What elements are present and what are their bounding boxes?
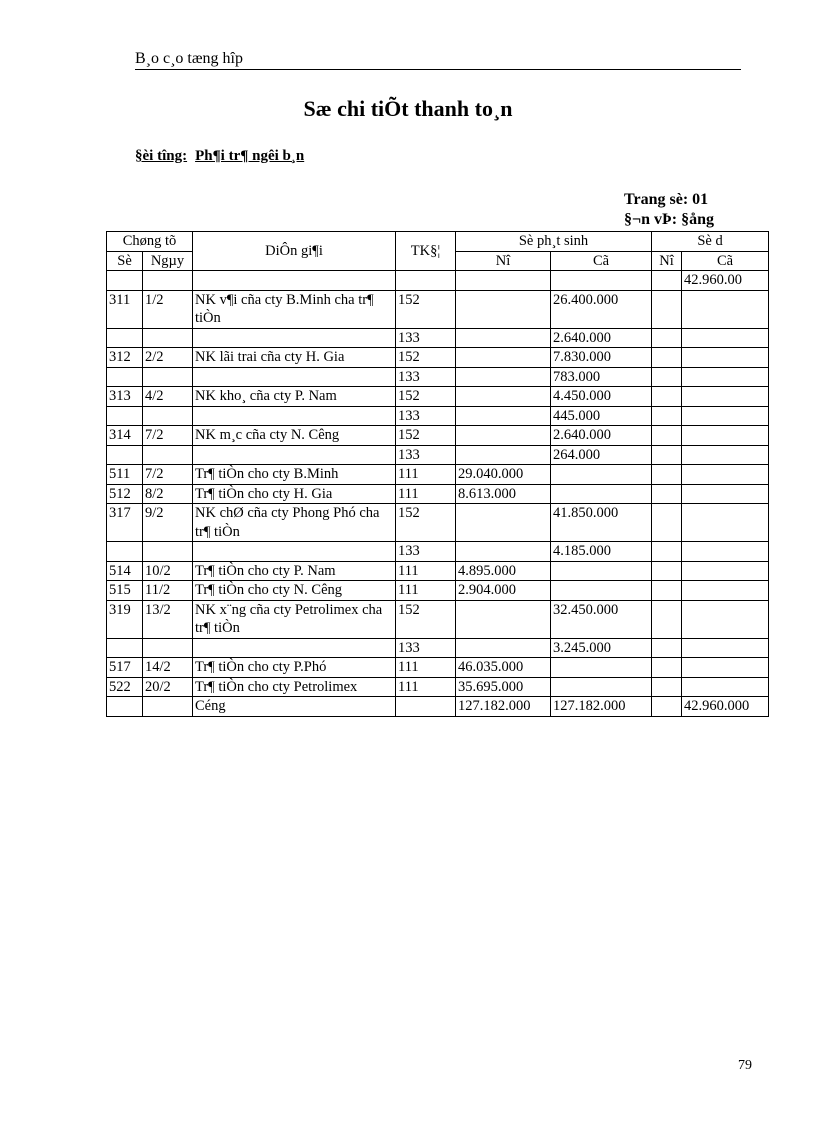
- voucher-date-cell: 11/2: [143, 581, 193, 601]
- account-cell: 133: [396, 406, 456, 426]
- description-cell: NK lãi trai cña cty H. Gia: [193, 348, 396, 368]
- total-account: [396, 697, 456, 717]
- table-row: [107, 542, 769, 562]
- voucher-date-cell: 7/2: [143, 465, 193, 485]
- report-header: B¸o c¸o tæng hîp: [135, 50, 741, 70]
- voucher-date-cell: 1/2: [143, 290, 193, 328]
- description-cell: [193, 367, 396, 387]
- voucher-number-cell: [107, 328, 143, 348]
- voucher-date-cell: [143, 328, 193, 348]
- table-row: [107, 445, 769, 465]
- voucher-number-cell: 314: [107, 426, 143, 446]
- credit-cell: 41.850.000: [551, 504, 652, 542]
- balance-credit-cell: 42.960.00: [682, 271, 769, 291]
- balance-debit-cell: [652, 445, 682, 465]
- voucher-date-cell: 9/2: [143, 504, 193, 542]
- balance-credit-cell: [682, 445, 769, 465]
- voucher-date-cell: 7/2: [143, 426, 193, 446]
- debit-header: Nî: [456, 251, 551, 271]
- balance-credit-cell: [682, 581, 769, 601]
- table-row: [107, 406, 769, 426]
- total-debit: 127.182.000: [456, 697, 551, 717]
- credit-cell: [551, 658, 652, 678]
- credit-cell: [551, 677, 652, 697]
- credit-cell: 26.400.000: [551, 290, 652, 328]
- balance-debit-cell: [652, 328, 682, 348]
- voucher-number-cell: [107, 367, 143, 387]
- description-cell: [193, 638, 396, 658]
- account-cell: 133: [396, 638, 456, 658]
- credit-cell: [551, 484, 652, 504]
- credit-cell: 3.245.000: [551, 638, 652, 658]
- total-credit: 127.182.000: [551, 697, 652, 717]
- balance-debit-cell: [652, 406, 682, 426]
- balance-debit-cell: [652, 290, 682, 328]
- page-label: Trang sè: 01: [624, 191, 709, 208]
- account-cell: 152: [396, 387, 456, 407]
- total-balance-debit: [652, 697, 682, 717]
- debit-cell: [456, 426, 551, 446]
- table-row: [107, 561, 769, 581]
- description-cell: Tr¶ tiÒn cho cty P. Nam: [193, 561, 396, 581]
- balance-credit-cell: [682, 465, 769, 485]
- account-label: §èi tîng:: [135, 148, 188, 164]
- description-cell: Tr¶ tiÒn cho cty N. Cêng: [193, 581, 396, 601]
- balance-credit-header: Cã: [682, 251, 769, 271]
- credit-cell: 2.640.000: [551, 328, 652, 348]
- balance-debit-cell: [652, 387, 682, 407]
- balance-debit-cell: [652, 658, 682, 678]
- table-row: [107, 658, 769, 678]
- voucher-number-cell: 511: [107, 465, 143, 485]
- voucher-number-cell: [107, 406, 143, 426]
- total-label: Céng: [193, 697, 396, 717]
- table-row: [107, 600, 769, 638]
- voucher-date-cell: 2/2: [143, 348, 193, 368]
- description-cell: NK chØ cña cty Phong Phó cha tr¶ tiÒn: [193, 504, 396, 542]
- description-cell: Tr¶ tiÒn cho cty P.Phó: [193, 658, 396, 678]
- debit-cell: [456, 387, 551, 407]
- voucher-number-cell: 311: [107, 290, 143, 328]
- table-row: [107, 484, 769, 504]
- total-row: [107, 697, 769, 717]
- description-cell: Tr¶ tiÒn cho cty H. Gia: [193, 484, 396, 504]
- debit-cell: [456, 348, 551, 368]
- balance-credit-cell: [682, 638, 769, 658]
- debit-cell: [456, 328, 551, 348]
- balance-credit-cell: [682, 426, 769, 446]
- balance-debit-cell: [652, 581, 682, 601]
- voucher-number-cell: 319: [107, 600, 143, 638]
- voucher-number-cell: 514: [107, 561, 143, 581]
- balance-debit-cell: [652, 561, 682, 581]
- voucher-date-cell: 8/2: [143, 484, 193, 504]
- voucher-date-cell: [143, 638, 193, 658]
- balance-debit-cell: [652, 367, 682, 387]
- debit-cell: [456, 445, 551, 465]
- account-cell: 133: [396, 542, 456, 562]
- debit-cell: 8.613.000: [456, 484, 551, 504]
- voucher-number-cell: 512: [107, 484, 143, 504]
- credit-cell: 264.000: [551, 445, 652, 465]
- arising-header: Sè ph¸t sinh: [456, 232, 652, 252]
- voucher-number-cell: 317: [107, 504, 143, 542]
- credit-cell: 445.000: [551, 406, 652, 426]
- account-value: Ph¶i tr¶ ngêi b¸n: [195, 148, 305, 164]
- debit-cell: [456, 271, 551, 291]
- account-cell: 152: [396, 348, 456, 368]
- description-cell: Tr¶ tiÒn cho cty B.Minh: [193, 465, 396, 485]
- balance-credit-cell: [682, 561, 769, 581]
- balance-debit-cell: [652, 504, 682, 542]
- voucher-date-cell: 13/2: [143, 600, 193, 638]
- voucher-number-cell: [107, 445, 143, 465]
- balance-credit-cell: [682, 677, 769, 697]
- debit-cell: [456, 406, 551, 426]
- table-row: [107, 348, 769, 368]
- balance-credit-cell: [682, 367, 769, 387]
- account-cell: 133: [396, 328, 456, 348]
- account-cell: 111: [396, 658, 456, 678]
- description-cell: NK m¸c cña cty N. Cêng: [193, 426, 396, 446]
- page-title: Sæ chi tiÕt thanh to¸n: [303, 96, 513, 121]
- debit-cell: 2.904.000: [456, 581, 551, 601]
- description-cell: [193, 406, 396, 426]
- balance-credit-cell: [682, 328, 769, 348]
- ledger-table: [106, 231, 769, 717]
- debit-cell: [456, 504, 551, 542]
- balance-credit-cell: [682, 348, 769, 368]
- voucher-date-cell: [143, 406, 193, 426]
- balance-debit-cell: [652, 271, 682, 291]
- voucher-number-cell: [107, 542, 143, 562]
- balance-credit-cell: [682, 387, 769, 407]
- account-cell: 133: [396, 445, 456, 465]
- balance-credit-cell: [682, 504, 769, 542]
- table-row: [107, 271, 769, 291]
- table-row: [107, 426, 769, 446]
- balance-credit-cell: [682, 406, 769, 426]
- page-info: [624, 190, 714, 230]
- total-date: [143, 697, 193, 717]
- voucher-date-cell: 10/2: [143, 561, 193, 581]
- ledger-body: [107, 271, 769, 697]
- description-cell: Tr¶ tiÒn cho cty Petrolimex: [193, 677, 396, 697]
- voucher-date-cell: [143, 445, 193, 465]
- voucher-header: Chøng tõ: [107, 232, 193, 252]
- account-cell: 111: [396, 465, 456, 485]
- credit-cell: 7.830.000: [551, 348, 652, 368]
- credit-cell: [551, 581, 652, 601]
- balance-credit-cell: [682, 484, 769, 504]
- balance-debit-cell: [652, 426, 682, 446]
- voucher-date-cell: [143, 367, 193, 387]
- account-cell: 133: [396, 367, 456, 387]
- page-number: 79: [738, 1058, 752, 1073]
- currency-label: §¬n vÞ: §ång: [624, 211, 715, 228]
- table-row: [107, 504, 769, 542]
- description-cell: [193, 445, 396, 465]
- table-row: [107, 290, 769, 328]
- voucher-number-cell: 312: [107, 348, 143, 368]
- balance-debit-cell: [652, 677, 682, 697]
- balance-credit-cell: [682, 658, 769, 678]
- debit-cell: 35.695.000: [456, 677, 551, 697]
- debit-cell: [456, 290, 551, 328]
- voucher-date-cell: [143, 542, 193, 562]
- balance-debit-cell: [652, 484, 682, 504]
- table-row: [107, 465, 769, 485]
- voucher-number-cell: [107, 638, 143, 658]
- account-cell: 152: [396, 426, 456, 446]
- description-header: DiÔn gi¶i: [193, 232, 396, 271]
- debit-cell: [456, 542, 551, 562]
- credit-cell: 32.450.000: [551, 600, 652, 638]
- balance-header: Sè d: [652, 232, 769, 252]
- voucher-date-cell: [143, 271, 193, 291]
- description-cell: NK kho¸ cña cty P. Nam: [193, 387, 396, 407]
- balance-debit-cell: [652, 465, 682, 485]
- voucher-number-cell: 517: [107, 658, 143, 678]
- total-number: [107, 697, 143, 717]
- table-row: [107, 367, 769, 387]
- credit-cell: 2.640.000: [551, 426, 652, 446]
- credit-cell: [551, 271, 652, 291]
- debit-cell: [456, 638, 551, 658]
- balance-debit-cell: [652, 542, 682, 562]
- table-row: [107, 581, 769, 601]
- table-row: [107, 387, 769, 407]
- credit-cell: 783.000: [551, 367, 652, 387]
- account-cell: 111: [396, 677, 456, 697]
- balance-debit-cell: [652, 348, 682, 368]
- account-header: TK§¦: [396, 232, 456, 271]
- voucher-number-cell: 522: [107, 677, 143, 697]
- table-row: [107, 328, 769, 348]
- voucher-number-cell: 313: [107, 387, 143, 407]
- description-cell: NK x¨ng cña cty Petrolimex cha tr¶ tiÒn: [193, 600, 396, 638]
- description-cell: NK v¶i cña cty B.Minh cha tr¶ tiÒn: [193, 290, 396, 328]
- debit-cell: 29.040.000: [456, 465, 551, 485]
- balance-debit-header: Nî: [652, 251, 682, 271]
- credit-cell: 4.185.000: [551, 542, 652, 562]
- balance-credit-cell: [682, 542, 769, 562]
- number-header: Sè: [107, 251, 143, 271]
- balance-debit-cell: [652, 600, 682, 638]
- description-cell: [193, 542, 396, 562]
- account-cell: 111: [396, 581, 456, 601]
- voucher-date-cell: 20/2: [143, 677, 193, 697]
- credit-cell: [551, 465, 652, 485]
- account-cell: 152: [396, 600, 456, 638]
- voucher-date-cell: 14/2: [143, 658, 193, 678]
- credit-header: Cã: [551, 251, 652, 271]
- debit-cell: [456, 600, 551, 638]
- balance-debit-cell: [652, 638, 682, 658]
- account-cell: 111: [396, 484, 456, 504]
- description-cell: [193, 328, 396, 348]
- date-header: Ngµy: [143, 251, 193, 271]
- header-row-1: [107, 232, 769, 252]
- account-cell: 152: [396, 504, 456, 542]
- voucher-number-cell: [107, 271, 143, 291]
- table-row: [107, 638, 769, 658]
- debit-cell: 46.035.000: [456, 658, 551, 678]
- voucher-number-cell: 515: [107, 581, 143, 601]
- credit-cell: [551, 561, 652, 581]
- voucher-date-cell: 4/2: [143, 387, 193, 407]
- debit-cell: [456, 367, 551, 387]
- account-cell: 111: [396, 561, 456, 581]
- total-balance-credit: 42.960.000: [682, 697, 769, 717]
- account-cell: 152: [396, 290, 456, 328]
- account-cell: [396, 271, 456, 291]
- account-line: [135, 148, 304, 165]
- balance-credit-cell: [682, 600, 769, 638]
- description-cell: [193, 271, 396, 291]
- credit-cell: 4.450.000: [551, 387, 652, 407]
- table-row: [107, 677, 769, 697]
- balance-credit-cell: [682, 290, 769, 328]
- debit-cell: 4.895.000: [456, 561, 551, 581]
